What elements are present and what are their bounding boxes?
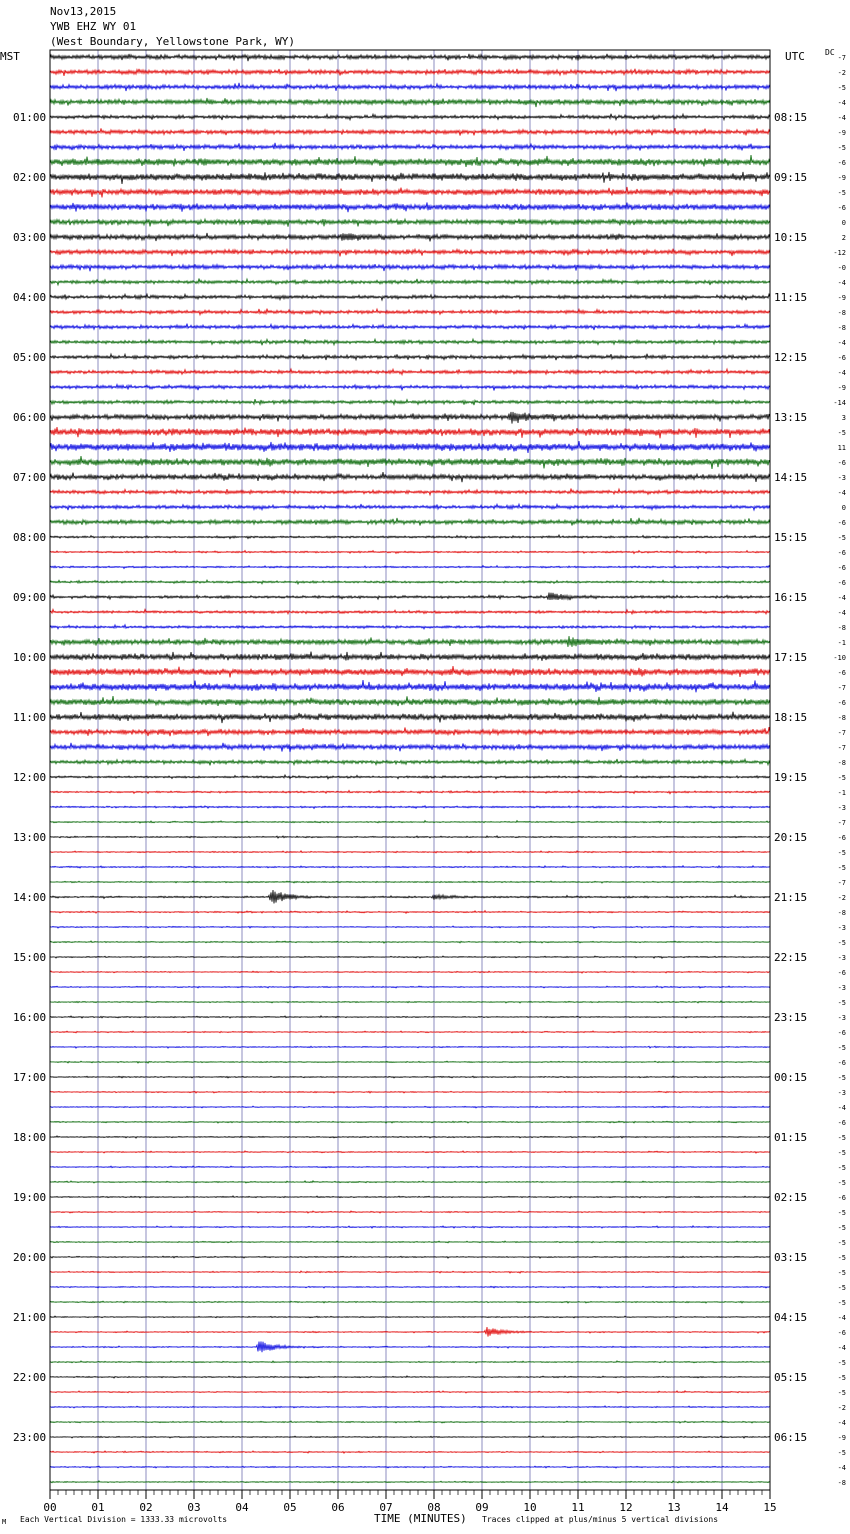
dc-offset-label: -4 [837,489,846,497]
trace-row-63 [50,1001,770,1003]
dc-offset-label: -5 [837,1179,846,1187]
dc-offset-label: 2 [841,234,846,242]
utc-hour-label: 03:15 [774,1251,808,1264]
corner-mark: M [2,1518,7,1526]
x-tick-label: 10 [523,1501,537,1514]
trace-row-89 [50,1391,770,1393]
trace-row-2 [50,83,770,91]
trace-row-4 [50,114,770,120]
mst-hour-label: 01:00 [13,111,47,124]
trace-row-55 [50,881,770,883]
trace-row-29 [50,489,770,495]
dc-offset-label: -8 [837,714,846,722]
trace-row-59 [50,941,770,943]
dc-offset-label: -7 [837,684,846,692]
utc-hour-label: 20:15 [774,831,808,844]
trace-row-25 [50,427,770,438]
dc-offset-label: -2 [837,1404,846,1412]
trace-row-33 [50,551,770,554]
trace-row-49 [50,790,770,793]
dc-offset-label: -9 [837,174,846,182]
trace-row-75 [50,1181,770,1183]
dc-offset-label: -4 [837,1104,846,1112]
trace-row-41 [50,666,770,677]
x-axis-label: TIME (MINUTES) [374,1512,467,1525]
trace-row-69 [50,1091,770,1093]
trace-row-84 [50,1316,770,1318]
header-station: YWB EHZ WY 01 [50,20,137,33]
dc-label: DC [825,48,835,57]
trace-row-38 [50,625,770,630]
dc-offset-label: -6 [837,459,846,467]
x-tick-label: 03 [187,1501,201,1514]
dc-offset-label: -5 [837,849,846,857]
dc-offset-label: -7 [837,879,846,887]
dc-offset-label: -6 [837,564,846,572]
dc-offset-label: -5 [837,144,846,152]
x-tick-label: 02 [139,1501,153,1514]
dc-offset-label: -4 [837,1464,846,1472]
trace-row-45 [50,727,770,736]
x-tick-label: 06 [331,1501,345,1514]
x-tick-label: 08 [427,1501,441,1514]
trace-row-30 [50,504,770,510]
trace-row-83 [50,1301,770,1303]
clip-note: Traces clipped at plus/minus 5 vertical divisions [482,1515,719,1524]
dc-offset-label: -6 [837,669,846,677]
trace-row-14 [50,264,770,271]
trace-row-68 [50,1076,770,1078]
dc-offset-label: -7 [837,744,846,752]
x-tick-label: 07 [379,1501,393,1514]
trace-row-5 [50,128,770,135]
trace-row-19 [50,339,770,345]
mst-hour-label: 15:00 [13,951,47,964]
dc-offset-label: -5 [837,84,846,92]
utc-hour-label: 21:15 [774,891,808,904]
mst-hour-label: 20:00 [13,1251,47,1264]
trace-row-70 [50,1106,770,1108]
trace-row-86 [50,1341,770,1352]
dc-offset-label: -6 [837,519,846,527]
x-tick-label: 04 [235,1501,249,1514]
trace-row-52 [50,836,770,838]
trace-row-3 [50,98,770,107]
dc-offset-label: -6 [837,1194,846,1202]
trace-row-36 [50,593,770,601]
trace-row-72 [50,1136,770,1138]
dc-offset-label: 0 [841,504,846,512]
dc-offset-label: -8 [837,324,846,332]
dc-offset-label: -3 [837,1089,846,1097]
trace-row-65 [50,1031,770,1033]
dc-offset-label: -6 [837,1119,846,1127]
dc-offset-label: -6 [837,579,846,587]
trace-row-12 [50,233,770,241]
utc-hour-label: 02:15 [774,1191,808,1204]
dc-offset-label: -5 [837,1209,846,1217]
dc-offset-label: -5 [837,1074,846,1082]
utc-hour-label: 22:15 [774,951,808,964]
right-axis-title: UTC [785,50,805,63]
dc-offset-label: -8 [837,624,846,632]
dc-offset-label: -4 [837,114,846,122]
x-tick-label: 14 [715,1501,729,1514]
dc-offset-label: -4 [837,1344,846,1352]
utc-hour-label: 18:15 [774,711,808,724]
dc-offset-label: -5 [837,429,846,437]
trace-row-40 [50,652,770,661]
mst-hour-label: 07:00 [13,471,47,484]
utc-hour-label: 05:15 [774,1371,808,1384]
utc-hour-label: 10:15 [774,231,808,244]
mst-hour-label: 13:00 [13,831,47,844]
dc-offset-label: -1 [837,789,846,797]
mst-hour-label: 12:00 [13,771,47,784]
dc-offset-label: -6 [837,159,846,167]
mst-hour-label: 02:00 [13,171,47,184]
dc-offset-label: -6 [837,549,846,557]
dc-offset-label: -5 [837,774,846,782]
header-date: Nov13,2015 [50,5,117,18]
utc-hour-label: 09:15 [774,171,808,184]
trace-row-62 [50,986,770,988]
time-grid [98,50,722,1490]
dc-offset-label: -4 [837,594,846,602]
dc-offset-label: -7 [837,54,846,62]
trace-row-42 [50,680,770,692]
x-tick-label: 05 [283,1501,297,1514]
dc-offset-label: -5 [837,189,846,197]
trace-row-92 [50,1436,770,1438]
dc-offset-label: -3 [837,984,846,992]
trace-row-73 [50,1151,770,1153]
dc-offset-label: -5 [837,1284,846,1292]
dc-offset-label: -6 [837,1029,846,1037]
trace-row-64 [50,1016,770,1018]
dc-offset-label: -5 [837,1239,846,1247]
dc-offset-label: -6 [837,699,846,707]
trace-row-11 [50,219,770,227]
trace-row-79 [50,1241,770,1243]
dc-offset-label: -8 [837,759,846,767]
mst-hour-label: 08:00 [13,531,47,544]
dc-offset-label: -5 [837,1359,846,1367]
trace-row-21 [50,369,770,375]
trace-row-71 [50,1121,770,1123]
dc-offset-label: -6 [837,1059,846,1067]
dc-offset-label: -3 [837,1014,846,1022]
trace-row-31 [50,518,770,526]
dc-offset-label: -5 [837,1149,846,1157]
trace-row-87 [50,1361,770,1363]
utc-hour-label: 12:15 [774,351,808,364]
x-tick-label: 09 [475,1501,489,1514]
trace-row-20 [50,354,770,360]
mst-hour-label: 22:00 [13,1371,47,1384]
dc-offset-label: -5 [837,1449,846,1457]
mst-hour-label: 17:00 [13,1071,47,1084]
x-tick-label: 12 [619,1501,633,1514]
trace-row-44 [50,712,770,723]
trace-row-32 [50,535,770,539]
dc-offset-label: 11 [837,444,846,452]
dc-offset-label: -2 [837,894,846,902]
trace-row-67 [50,1061,770,1063]
dc-offset-label: 0 [841,219,846,227]
mst-hour-label: 09:00 [13,591,47,604]
trace-row-9 [50,187,770,198]
dc-offset-label: -9 [837,384,846,392]
trace-row-51 [50,821,770,823]
mst-hour-label: 06:00 [13,411,47,424]
trace-row-18 [50,324,770,330]
utc-hour-label: 19:15 [774,771,808,784]
trace-row-15 [50,279,770,286]
trace-row-58 [50,926,770,928]
trace-row-0 [50,54,770,61]
dc-offset-label: -8 [837,909,846,917]
utc-hour-label: 04:15 [774,1311,808,1324]
dc-offset-label: -14 [833,399,846,407]
mst-hour-label: 11:00 [13,711,47,724]
utc-hour-label: 14:15 [774,471,808,484]
x-tick-label: 11 [571,1501,585,1514]
left-axis-title: MST [0,50,20,63]
mst-hour-label: 16:00 [13,1011,47,1024]
trace-row-57 [50,911,770,914]
trace-row-43 [50,696,770,706]
dc-offset-label: -4 [837,1419,846,1427]
trace-row-37 [50,609,770,614]
utc-hour-label: 06:15 [774,1431,808,1444]
dc-offset-label: -7 [837,729,846,737]
plot-frame [50,50,770,1490]
trace-row-61 [50,971,770,973]
trace-row-93 [50,1451,770,1453]
trace-row-66 [50,1046,770,1048]
trace-row-94 [50,1466,770,1468]
dc-offset-label: -5 [837,1269,846,1277]
dc-offset-label: -6 [837,969,846,977]
mst-hour-label: 19:00 [13,1191,47,1204]
trace-row-48 [50,775,770,779]
dc-offset-label: -5 [837,1164,846,1172]
dc-offset-label: -5 [837,999,846,1007]
trace-row-1 [50,69,770,76]
utc-hour-label: 08:15 [774,111,808,124]
dc-offset-label: -5 [837,939,846,947]
trace-row-90 [50,1406,770,1408]
trace-row-47 [50,759,770,765]
trace-row-28 [50,472,770,482]
dc-offset-label: 3 [841,414,846,422]
dc-offset-label: -1 [837,639,846,647]
trace-row-54 [50,866,770,868]
trace-row-23 [50,399,770,405]
trace-row-27 [50,456,770,469]
dc-offset-label: -6 [837,204,846,212]
utc-hour-label: 01:15 [774,1131,808,1144]
dc-offset-label: -8 [837,309,846,317]
header [50,4,295,49]
x-axis [43,1490,776,1514]
dc-offset-label: -5 [837,1374,846,1382]
mst-hour-label: 05:00 [13,351,47,364]
dc-offset-label: -6 [837,1329,846,1337]
dc-offset-label: -6 [837,354,846,362]
trace-row-39 [50,636,770,647]
dc-offset-label: -9 [837,294,846,302]
trace-row-81 [50,1271,770,1273]
dc-offset-label: -0 [837,264,846,272]
trace-row-13 [50,249,770,257]
dc-offset-label: -5 [837,1299,846,1307]
x-tick-label: 01 [91,1501,105,1514]
dc-offset-label: -12 [833,249,846,257]
dc-offset-label: -3 [837,474,846,482]
trace-row-50 [50,806,770,809]
trace-row-10 [50,202,770,212]
utc-hour-label: 11:15 [774,291,808,304]
trace-row-7 [50,155,770,167]
dc-offset-label: -5 [837,1254,846,1262]
trace-row-22 [50,385,770,391]
trace-row-35 [50,580,770,584]
trace-row-74 [50,1166,770,1168]
trace-row-56 [50,890,770,904]
scale-note: Each Vertical Division = 1333.33 microvolts [20,1515,228,1524]
dc-offset-label: -4 [837,99,846,107]
dc-offset-label: -2 [837,69,846,77]
dc-offset-label: -6 [837,834,846,842]
utc-hour-label: 23:15 [774,1011,808,1024]
trace-row-24 [50,412,770,424]
dc-offset-label: -3 [837,954,846,962]
mst-hour-label: 21:00 [13,1311,47,1324]
seismic-traces [50,54,770,1483]
dc-offset-label: -5 [837,534,846,542]
dc-offset-label: -5 [837,1224,846,1232]
dc-offset-label: -4 [837,369,846,377]
mst-hour-label: 23:00 [13,1431,47,1444]
dc-offset-label: -7 [837,819,846,827]
trace-row-17 [50,309,770,315]
mst-hour-label: 10:00 [13,651,47,664]
dc-offset-label: -3 [837,924,846,932]
mst-hour-label: 04:00 [13,291,47,304]
trace-row-60 [50,956,770,958]
trace-row-46 [50,743,770,752]
dc-offset-label: -4 [837,339,846,347]
trace-row-34 [50,566,770,569]
dc-offset-label: -10 [833,654,846,662]
trace-row-76 [50,1196,770,1198]
dc-offset-label: -4 [837,609,846,617]
trace-row-85 [50,1327,770,1337]
utc-hour-label: 13:15 [774,411,808,424]
dc-offset-label: -5 [837,1389,846,1397]
trace-row-91 [50,1421,770,1423]
trace-row-26 [50,441,770,453]
trace-row-77 [50,1211,770,1213]
header-location: (West Boundary, Yellowstone Park, WY) [50,35,296,48]
dc-offset-label: -4 [837,1314,846,1322]
dc-offset-label: -5 [837,1134,846,1142]
mst-hour-label: 18:00 [13,1131,47,1144]
mst-hour-label: 14:00 [13,891,47,904]
x-tick-label: 00 [43,1501,57,1514]
utc-hour-label: 15:15 [774,531,808,544]
trace-row-16 [50,294,770,300]
x-tick-label: 13 [667,1501,681,1514]
x-tick-label: 15 [763,1501,777,1514]
dc-offset-label: -9 [837,1434,846,1442]
utc-hour-label: 16:15 [774,591,808,604]
trace-row-78 [50,1226,770,1228]
dc-offset-label: -4 [837,279,846,287]
trace-row-6 [50,143,770,151]
trace-row-8 [50,172,770,184]
trace-row-88 [50,1376,770,1378]
trace-row-82 [50,1286,770,1288]
dc-offset-label: -3 [837,804,846,812]
utc-hour-label: 00:15 [774,1071,808,1084]
trace-row-95 [50,1481,770,1483]
dc-offset-label: -5 [837,1044,846,1052]
trace-row-53 [50,851,770,853]
dc-offset-label: -5 [837,864,846,872]
mst-hour-label: 03:00 [13,231,47,244]
dc-offset-label: -9 [837,129,846,137]
dc-offset-label: -8 [837,1479,846,1487]
utc-hour-label: 17:15 [774,651,808,664]
trace-row-80 [50,1256,770,1258]
